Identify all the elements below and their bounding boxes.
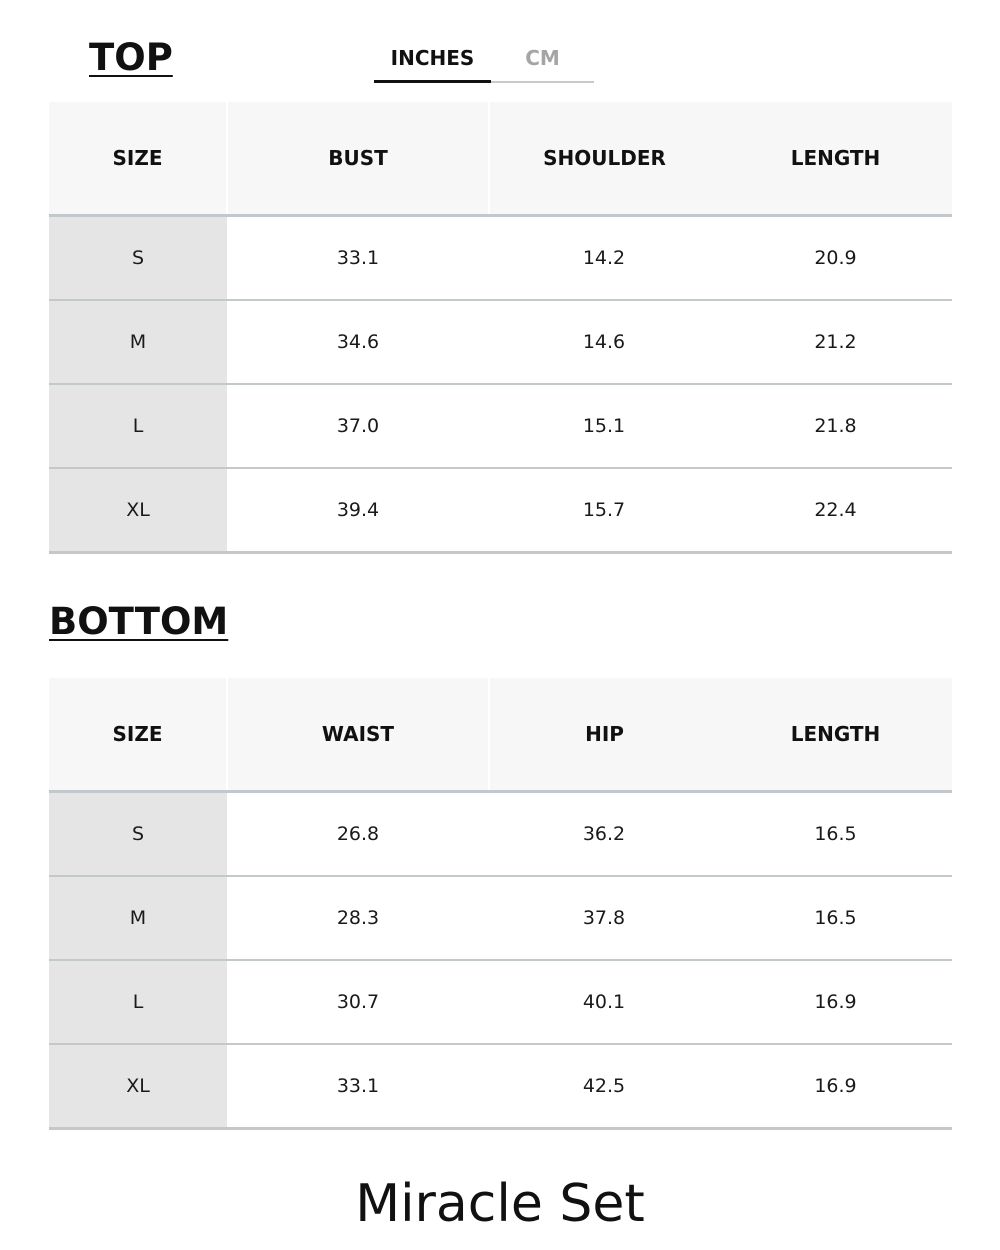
size-cell: M — [49, 876, 227, 960]
hip-cell: 36.2 — [489, 792, 719, 877]
bust-cell: 34.6 — [227, 300, 489, 384]
length-cell: 21.8 — [719, 384, 952, 468]
table-row — [49, 960, 952, 1044]
length-cell: 16.9 — [719, 1044, 952, 1129]
length-cell: 16.5 — [719, 792, 952, 877]
table-row — [49, 876, 952, 960]
table-row — [49, 1044, 952, 1129]
table-row — [49, 216, 952, 301]
table-row — [49, 384, 952, 468]
column-header-length: LENGTH — [719, 678, 952, 792]
column-header-size: SIZE — [49, 678, 227, 792]
bust-cell: 33.1 — [227, 216, 489, 301]
length-cell: 16.9 — [719, 960, 952, 1044]
top-section-title: TOP — [89, 36, 173, 79]
size-cell: S — [49, 216, 227, 301]
hip-cell: 42.5 — [489, 1044, 719, 1129]
table-row — [49, 792, 952, 877]
bottom-size-table — [49, 678, 952, 1130]
waist-cell: 33.1 — [227, 1044, 489, 1129]
shoulder-cell: 15.1 — [489, 384, 719, 468]
length-cell: 20.9 — [719, 216, 952, 301]
top-size-table — [49, 102, 952, 554]
unit-toggle — [374, 40, 594, 83]
shoulder-cell: 14.6 — [489, 300, 719, 384]
column-header-waist: WAIST — [227, 678, 489, 792]
column-header-bust: BUST — [227, 102, 489, 216]
product-title: Miracle Set — [355, 1174, 645, 1234]
shoulder-cell: 14.2 — [489, 216, 719, 301]
size-cell: XL — [49, 468, 227, 553]
column-header-hip: HIP — [489, 678, 719, 792]
bottom-section-title: BOTTOM — [49, 600, 229, 643]
table-header-row — [49, 678, 952, 792]
waist-cell: 30.7 — [227, 960, 489, 1044]
length-cell: 16.5 — [719, 876, 952, 960]
hip-cell: 40.1 — [489, 960, 719, 1044]
size-cell: S — [49, 792, 227, 877]
waist-cell: 28.3 — [227, 876, 489, 960]
length-cell: 22.4 — [719, 468, 952, 553]
table-header-row — [49, 102, 952, 216]
tab-cm[interactable]: CM — [525, 46, 560, 70]
tab-inches[interactable]: INCHES — [374, 40, 491, 81]
table-row — [49, 468, 952, 553]
size-cell: L — [49, 960, 227, 1044]
shoulder-cell: 15.7 — [489, 468, 719, 553]
size-cell: L — [49, 384, 227, 468]
size-cell: XL — [49, 1044, 227, 1129]
column-header-size: SIZE — [49, 102, 227, 216]
column-header-length: LENGTH — [719, 102, 952, 216]
size-cell: M — [49, 300, 227, 384]
length-cell: 21.2 — [719, 300, 952, 384]
hip-cell: 37.8 — [489, 876, 719, 960]
bust-cell: 39.4 — [227, 468, 489, 553]
bust-cell: 37.0 — [227, 384, 489, 468]
waist-cell: 26.8 — [227, 792, 489, 877]
table-row — [49, 300, 952, 384]
column-header-shoulder: SHOULDER — [489, 102, 719, 216]
